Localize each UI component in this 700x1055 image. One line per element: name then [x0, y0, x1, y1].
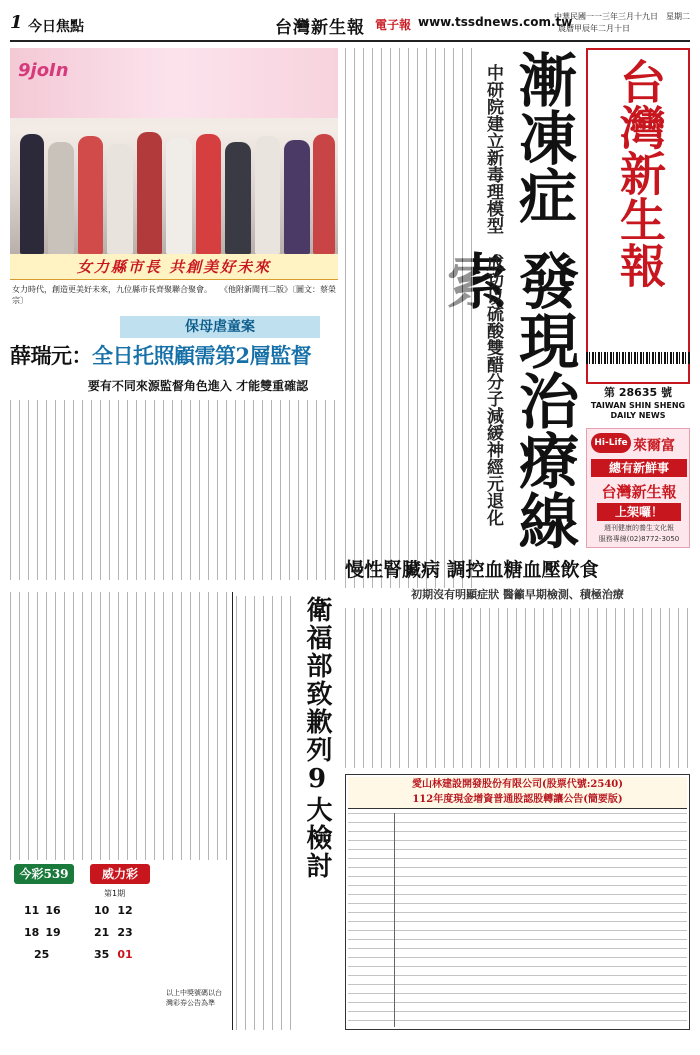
page-header [10, 10, 690, 40]
page-number: 1 [10, 12, 23, 33]
masthead-title: 台灣新生報 [613, 58, 667, 288]
site-url[interactable]: www.tssdnews.com.tw [418, 15, 573, 29]
share-notice [345, 774, 690, 1030]
story2-headline: 薛瑞元：全日托照顧需第2層監督 [10, 343, 312, 368]
story3-headline: 慢性腎臟病 調控血糖血壓飲食 [345, 559, 599, 581]
photo-caption: 女力時代，創造更美好未來，九位縣市長齊聚聯合聚會。 《他附新聞刊二版》〔圖文：蔡榮宗〕 [12, 285, 336, 305]
masthead-english: TAIWAN SHIN SHENG DAILY NEWS [590, 401, 686, 420]
section-label: 今日焦點 [28, 19, 84, 35]
lottery-power-numbers [94, 900, 154, 966]
lottery-number: 11 [24, 904, 40, 917]
paper-mark: 台灣新生報 [275, 18, 365, 38]
ad-phone: 服務專線(02)8772-3050 [598, 535, 680, 543]
story2-deck: 要有不同來源監督角色進入 才能雙重確認 [87, 379, 309, 393]
story3-deck: 初期沒有明顯症狀 醫籲早期檢測、積極治療 [411, 588, 624, 601]
header-rule [10, 40, 690, 42]
ad-line2: 台灣新生報 [601, 483, 677, 501]
notice-title: 112年度現金增資普通股認股轉讓公告(簡要版) [412, 794, 623, 805]
event-logo: 9joIn [18, 60, 69, 81]
lottery-draw-label: 第1期 [104, 889, 126, 898]
ad-line3: 上架囉！ [597, 503, 681, 521]
lead-headline-b: 發現治療線 [509, 250, 579, 550]
lead-photo [10, 48, 338, 254]
lottery-number: 25 [34, 948, 50, 961]
lottery-number: 21 [94, 926, 110, 939]
lottery-brand-539: 今彩539 [14, 864, 74, 884]
lead-headline-a: 漸凍症 [509, 50, 577, 224]
vertical-headline: 衛福部致歉列9大檢討 [302, 596, 332, 880]
story2-body [10, 400, 338, 580]
lottery-box [10, 860, 230, 1030]
lottery-number: 35 [94, 948, 110, 961]
edition-label: 電子報 [375, 18, 412, 32]
story3-body [345, 608, 690, 768]
photo-banner [10, 254, 338, 280]
kicker-label: 保母虐童案 [120, 316, 320, 338]
masthead [586, 48, 690, 384]
lottery-brand-power: 威力彩 [90, 864, 150, 884]
column-rule [232, 592, 233, 1030]
lottery-number: 19 [45, 926, 61, 939]
lottery-number: 16 [45, 904, 61, 917]
barcode [586, 352, 690, 364]
lottery-number: 10 [94, 904, 110, 917]
notice-company: 愛山林建設開發股份有限公司(股票代號:2540) [412, 779, 623, 790]
event-backdrop [10, 48, 338, 118]
lottery-number: 18 [24, 926, 40, 939]
lottery-note: 以上中獎號碼以台灣彩券公告為準 [166, 989, 222, 1007]
notice-header [348, 777, 687, 809]
date-line: 中華民國一一三年三月十九日 星期二 [554, 12, 690, 21]
notice-table [348, 813, 687, 1027]
lottery-539-numbers [24, 900, 72, 966]
lunar-date: 農曆甲辰年二月十日 [558, 24, 630, 33]
issue-number: 第 28635 號 [604, 386, 672, 399]
lottery-number: 23 [117, 926, 133, 939]
lottery-special-number: 01 [117, 948, 133, 961]
ad-line4: 週刊健康的養生文化報 [604, 524, 674, 532]
ad-brand-logo: Hi-Life [591, 433, 631, 453]
notice-table-divider [394, 813, 395, 1027]
lottery-number: 12 [117, 904, 133, 917]
ad-brand-zh: 萊爾富 [633, 438, 675, 454]
photo-banner-text: 女力縣市長 共創美好未來 [76, 258, 272, 276]
lead-deck: 中研院建立新毒理模型 成功以硫酸雙醋分子減緩神經元退化 [483, 64, 503, 526]
ad-line1: 總有新鮮事 [591, 459, 687, 477]
lead-body [345, 48, 473, 588]
vert-story-body [236, 596, 296, 1030]
hilife-ad[interactable] [586, 428, 690, 548]
